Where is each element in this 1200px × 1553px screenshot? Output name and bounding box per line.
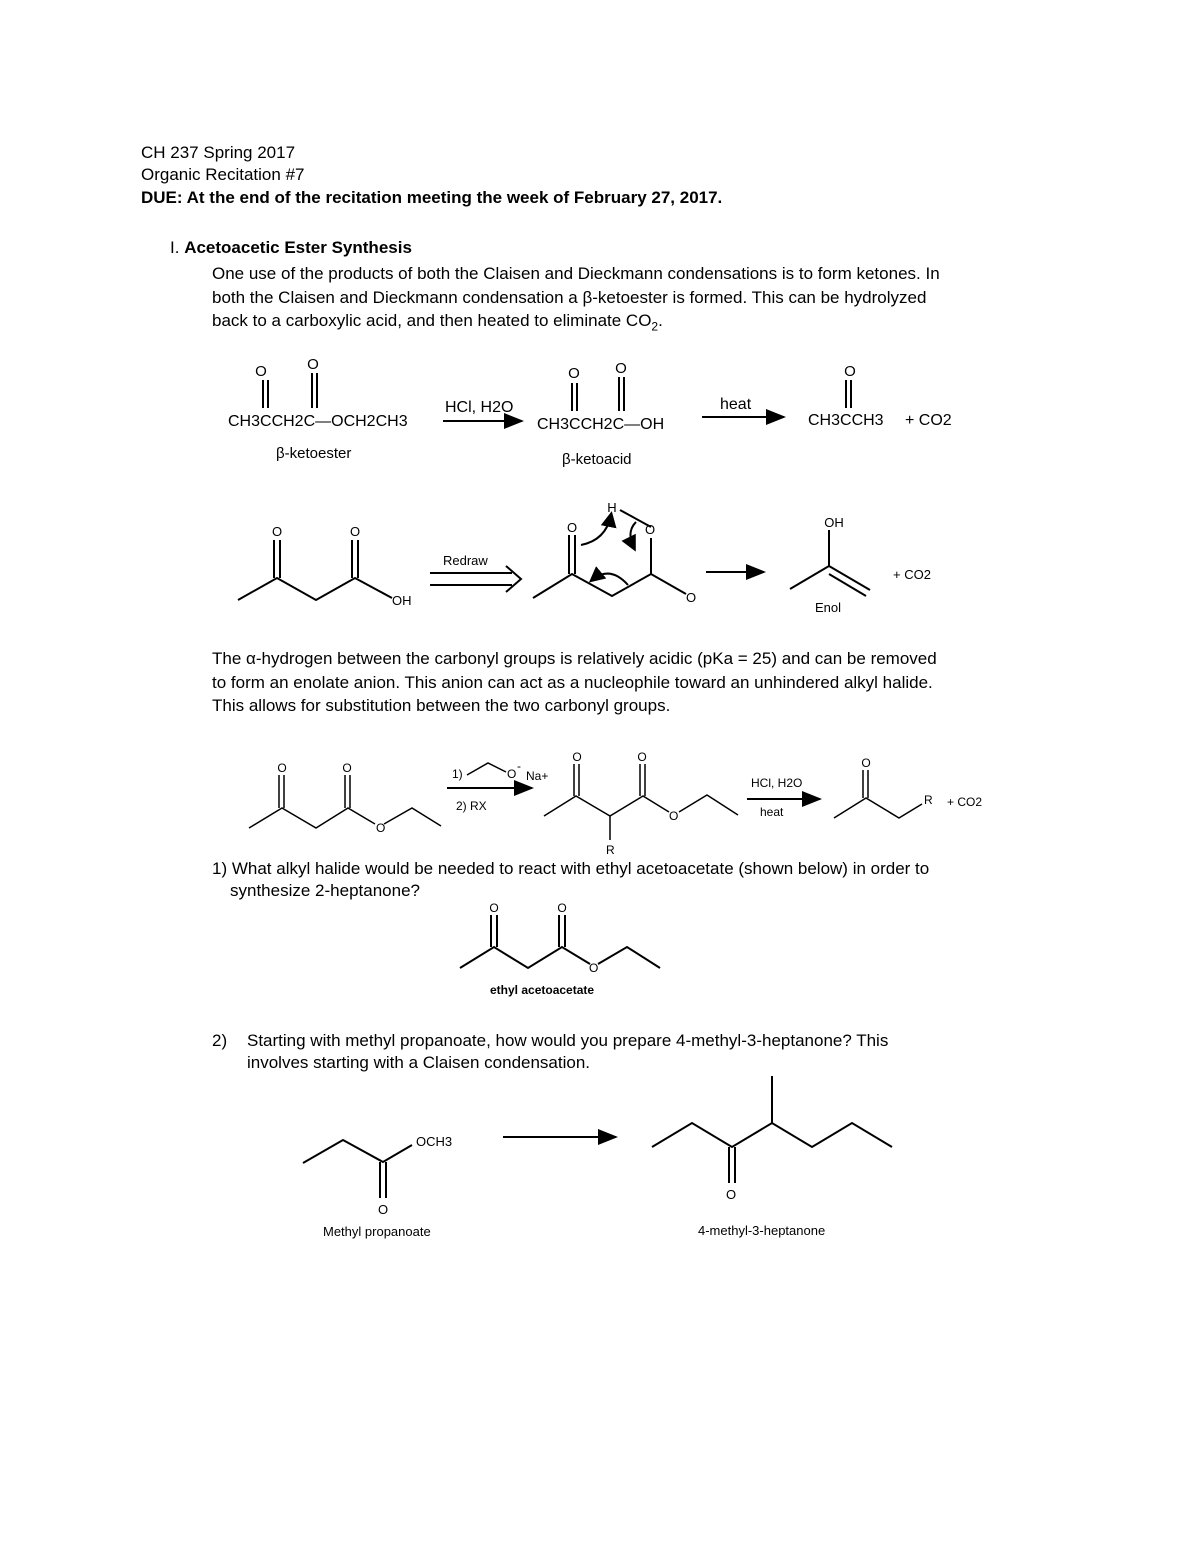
redraw-label: Redraw xyxy=(443,553,488,568)
carbon-chain xyxy=(238,578,392,600)
alpha-line: to form an enolate anion. This anion can act as a nucleophile toward an unhindered alkyl halide. xyxy=(212,672,933,692)
carbon-bond xyxy=(790,566,829,589)
oxygen-label: O xyxy=(307,356,319,373)
co2-subscript: 2 xyxy=(651,319,659,334)
ketoester-formula: CH3CCH2C—OCH2CH3 xyxy=(228,413,408,430)
ethyl-acetoacetate xyxy=(460,901,660,997)
step-2: 2) RX xyxy=(456,799,487,813)
heat-label: heat xyxy=(720,396,752,413)
hydrogen-label: H xyxy=(607,500,617,515)
ethyl-chain xyxy=(598,947,660,968)
alkylated-ester xyxy=(544,750,738,857)
oxygen-label: O xyxy=(557,901,567,915)
methoxy-label: OCH3 xyxy=(416,1134,453,1149)
oxygen-label: O xyxy=(349,524,361,539)
enol-label: Enol xyxy=(815,600,842,615)
intro-period: . xyxy=(658,311,663,330)
hydroxyl-label: OH xyxy=(392,593,412,608)
scheme-3 xyxy=(249,750,982,857)
oxygen-label: O xyxy=(669,809,679,823)
negative-charge: - xyxy=(517,759,521,773)
question-1-line-2: synthesize 2-heptanone? xyxy=(230,881,420,900)
4-methyl-3-heptanone xyxy=(652,1076,892,1238)
cyclic-transition-state xyxy=(533,500,696,605)
ethyl-chain xyxy=(679,795,738,815)
methyl-ketone xyxy=(834,756,933,818)
oxygen-label: O xyxy=(568,365,580,382)
curved-arrow xyxy=(581,515,611,545)
hcl-reagent: HCl, H2O xyxy=(751,776,803,790)
oxygen-label: O xyxy=(615,360,627,377)
curved-arrow xyxy=(630,522,636,548)
oxygen-label: O xyxy=(271,524,283,539)
acetone-formula: CH3CCH3 xyxy=(808,412,884,429)
intro-line: both the Claisen and Dieckmann condensation a β-ketoester is formed. This can be hydrolyzed xyxy=(212,287,927,307)
step-1: 1) xyxy=(452,767,463,781)
ethoxide-oxygen: O xyxy=(507,767,517,781)
oxygen-label: O xyxy=(376,821,386,835)
plus-co2: + CO2 xyxy=(947,795,983,809)
plus-co2: + CO2 xyxy=(905,412,952,429)
beta-ketoester xyxy=(228,356,408,462)
methyl-propanoate xyxy=(303,1134,452,1239)
oxygen-label: O xyxy=(277,761,287,775)
ketoester-label: β-ketoester xyxy=(276,445,352,462)
redraw-arrow-head xyxy=(506,566,521,592)
alpha-line: This allows for substitution between the two carbonyl groups. xyxy=(212,696,671,715)
oxygen-label: O xyxy=(644,522,656,537)
plus-co2: + CO2 xyxy=(893,567,931,582)
ethyl-acetoacetate-start xyxy=(249,761,441,835)
carbon-chain xyxy=(544,796,669,816)
hcl-reagent: HCl, H2O xyxy=(445,399,514,416)
scheme-2 xyxy=(238,500,931,615)
question-1-line-1: 1) What alkyl halide would be needed to react with ethyl acetoacetate (shown below) in order to xyxy=(212,859,930,878)
carbon-chain xyxy=(652,1123,892,1147)
due-date: DUE: At the end of the recitation meeting the week of February 27, 2017. xyxy=(141,188,723,207)
oxygen-label: O xyxy=(566,520,578,535)
alpha-line: The α-hydrogen between the carbonyl groups is relatively acidic (pKa = 25) and can be removed xyxy=(212,649,937,668)
r-group: R xyxy=(606,843,615,857)
acetone xyxy=(808,363,884,429)
assignment-title: Organic Recitation #7 xyxy=(141,165,305,184)
scheme-1 xyxy=(228,356,952,468)
heat-label: heat xyxy=(760,805,784,819)
intro-line: One use of the products of both the Claisen and Dieckmann condensations is to form ketones. In xyxy=(212,264,940,283)
carbon-chain xyxy=(303,1140,412,1163)
carbon-chain xyxy=(834,798,922,818)
ethyl-chain xyxy=(384,808,441,826)
question-2-line-2: involves starting with a Claisen condensation. xyxy=(247,1053,591,1072)
carbon-chain xyxy=(460,947,590,968)
ketoacid-formula: CH3CCH2C—OH xyxy=(537,416,665,433)
oxygen-label: O xyxy=(589,961,599,975)
sodium-ion: Na+ xyxy=(526,769,549,783)
ketoacid-skeletal xyxy=(238,524,412,608)
section-title: Acetoacetic Ester Synthesis xyxy=(184,238,412,257)
intro-line-text: back to a carboxylic acid, and then heated to eliminate CO xyxy=(212,311,652,330)
curved-arrow xyxy=(592,574,628,585)
oxygen-label: O xyxy=(342,761,352,775)
enol xyxy=(790,515,870,615)
ethyl-acetoacetate-label: ethyl acetoacetate xyxy=(490,983,595,997)
oxygen-label: O xyxy=(844,363,856,380)
course-title: CH 237 Spring 2017 xyxy=(141,143,296,162)
section-numeral: I. xyxy=(170,238,180,257)
ketoacid-label: β-ketoacid xyxy=(562,451,632,468)
oxygen-label: O xyxy=(255,363,267,380)
oxygen-label: O xyxy=(861,756,871,770)
methyl-propanoate-label: Methyl propanoate xyxy=(323,1224,431,1239)
beta-ketoacid xyxy=(537,360,664,468)
carbon-chain xyxy=(249,808,375,828)
question-2-line-1: Starting with methyl propanoate, how would you prepare 4-methyl-3-heptanone? This xyxy=(247,1031,889,1050)
r-group: R xyxy=(924,793,933,807)
oxygen-label: O xyxy=(572,750,582,764)
oxygen-label: O xyxy=(637,750,647,764)
oxygen-label: O xyxy=(377,1202,389,1217)
ethoxide-chain xyxy=(467,763,506,775)
question-2-number: 2) xyxy=(212,1031,228,1050)
carbon-chain xyxy=(533,574,686,598)
hydroxyl-label: OH xyxy=(824,515,844,530)
oxygen-label: O xyxy=(489,901,499,915)
heptanone-label: 4-methyl-3-heptanone xyxy=(698,1223,826,1238)
oxygen-label: O xyxy=(725,1187,737,1202)
oxygen-label: O xyxy=(686,590,697,605)
